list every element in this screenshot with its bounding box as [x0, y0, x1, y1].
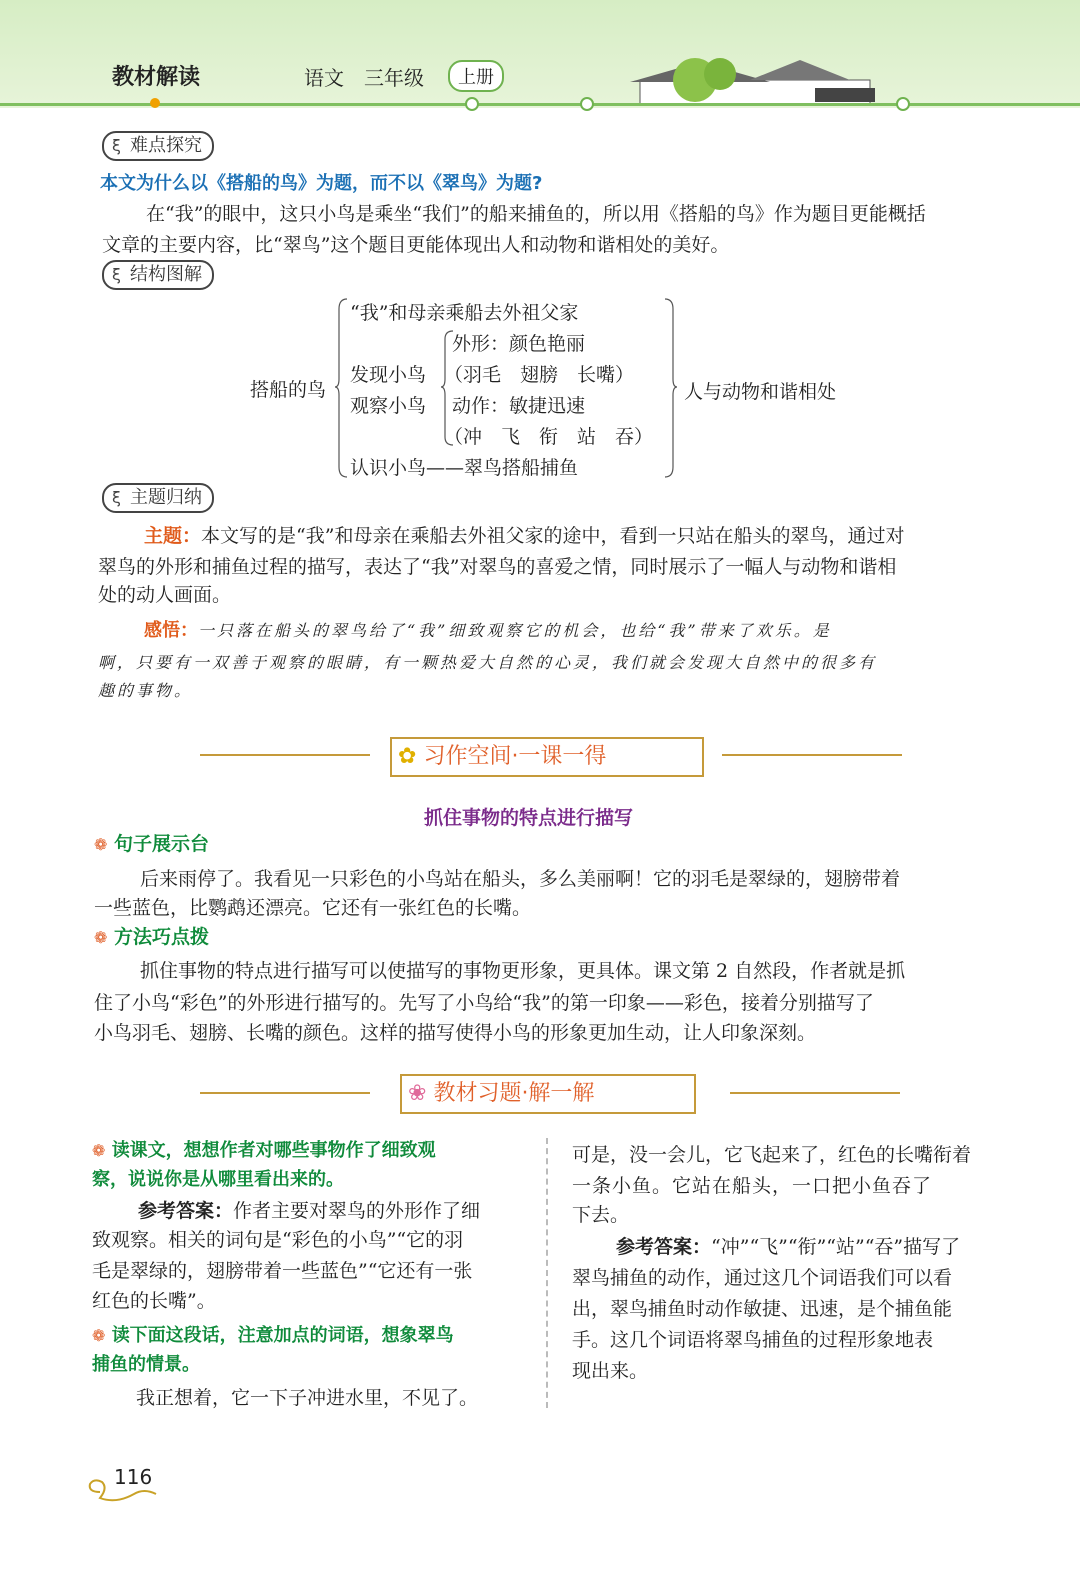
- method-line: 住了小鸟“彩色”的外形进行描写的。先写了小鸟给“我”的第一印象——彩色，接着分别描写了: [94, 992, 874, 1014]
- answer-1-line: 致观察。相关的词句是“彩色的小鸟”“它的羽: [92, 1229, 464, 1251]
- question-text: 读下面这段话，注意加点的词语，想象翠鸟: [111, 1325, 454, 1346]
- answer-2-line: 出，翠鸟捕鱼时动作敏捷、迅速，是个捕鱼能: [572, 1298, 953, 1320]
- theme-line: [144, 521, 904, 552]
- exercise-question-2: [92, 1321, 542, 1379]
- writing-banner: [390, 737, 704, 777]
- theme-tag: [102, 483, 214, 513]
- exercise-question-1: [92, 1136, 542, 1194]
- answer-text: “冲”“飞”“衔”“站”“吞”描写了: [711, 1236, 961, 1258]
- difficulty-question: 本文为什么以《搭船的鸟》为题，而不以《翠鸟》为题?: [100, 173, 543, 194]
- answer-label: 参考答案：: [138, 1200, 234, 1222]
- difficulty-answer-line: 文章的主要内容，比“翠鸟”这个题目更能体现出人和动物和谐相处的美好。: [102, 234, 730, 256]
- insight-line: 啊，只要有一双善于观察的眼睛，有一颗热爱大自然的心灵，我们就会发现大自然中的很多有: [98, 653, 878, 672]
- structure-item: 发现小鸟: [350, 364, 427, 386]
- answer-label: 参考答案：: [616, 1236, 712, 1258]
- banner-rule: [200, 1092, 370, 1094]
- theme-line: 翠鸟的外形和捕鱼过程的描写，表达了“我”对翠鸟的喜爱之情，同时展示了一幅人与动物和谐相: [98, 556, 897, 578]
- header-title-dot: [150, 98, 160, 108]
- header-dot: [465, 97, 479, 111]
- flower-icon: ✿: [398, 744, 417, 769]
- header-volume-badge: 上册: [448, 60, 504, 92]
- structure-tag: [102, 260, 214, 290]
- structure-sub: 外形：颜色艳丽: [452, 333, 586, 355]
- header-title: 教材解读: [112, 65, 201, 90]
- insight-text: 一只落在船头的翠鸟给了“我”细致观察它的机会，也给“我”带来了欢乐。是: [198, 621, 832, 640]
- method-line: 小鸟羽毛、翅膀、长嘴的颜色。这样的描写使得小鸟的形象更加生动，让人印象深刻。: [94, 1022, 817, 1044]
- passage-line: 下去。: [572, 1204, 630, 1226]
- header-grade: 三年级: [364, 66, 424, 90]
- tag-label: 难点探究: [130, 135, 202, 156]
- method-heading: [94, 922, 209, 949]
- header-divider: [0, 103, 1080, 106]
- answer-2-line: 翠鸟捕鱼的动作，通过这几个词语我们可以看: [572, 1267, 953, 1289]
- insight-line: [144, 616, 832, 646]
- structure-conclusion: 人与动物和谐相处: [684, 381, 837, 403]
- difficulty-answer-line: 在“我”的眼中，这只小鸟是乘坐“我们”的船来捕鱼的，所以用《搭船的鸟》作为题目更能概括: [146, 203, 926, 225]
- insight-label: 感悟：: [144, 620, 198, 641]
- tag-swirl-icon: ξ: [112, 136, 121, 155]
- answer-1-line: 红色的长嘴”。: [92, 1290, 216, 1312]
- heading-label: 句子展示台: [114, 833, 210, 855]
- tag-label: 主题归纳: [130, 487, 202, 508]
- method-line: 抓住事物的特点进行描写可以使描写的事物更形象，更具体。课文第 2 自然段，作者就是抓: [140, 960, 906, 982]
- structure-sub: 动作：敏捷迅速: [452, 395, 586, 417]
- answer-2-line: 手。这几个词语将翠鸟捕鱼的过程形象地表: [572, 1329, 934, 1351]
- structure-sub: （羽毛 翅膀 长嘴）: [444, 364, 635, 386]
- page-number: 116: [114, 1465, 153, 1489]
- flower-icon: ❀: [408, 1081, 427, 1106]
- banner-rule: [730, 1092, 900, 1094]
- tag-label: 结构图解: [130, 264, 202, 285]
- header-dot: [580, 97, 594, 111]
- header-subject: 语文: [304, 66, 344, 90]
- answer-1-line: [138, 1196, 480, 1227]
- exercise-banner-label: 教材习题·解一解: [433, 1081, 595, 1106]
- insight-line: 趣的事物。: [98, 681, 194, 700]
- theme-line: 处的动人画面。: [98, 584, 232, 606]
- answer-1-line: 毛是翠绿的，翅膀带着一些蓝色”“它还有一张: [92, 1260, 473, 1282]
- sentence-line: 后来雨停了。我看见一只彩色的小鸟站在船头，多么美丽啊！它的羽毛是翠绿的，翅膀带着: [140, 868, 901, 890]
- banner-rule: [200, 754, 370, 756]
- bullet-flower-icon: ❁: [92, 1141, 106, 1160]
- question-text: 捕鱼的情景。: [92, 1354, 200, 1375]
- question-text: 读课文，想想作者对哪些事物作了细致观: [111, 1140, 436, 1161]
- theme-text: 本文写的是“我”和母亲在乘船去外祖父家的途中，看到一只站在船头的翠鸟，通过对: [201, 525, 905, 547]
- theme-label: 主题：: [144, 525, 202, 547]
- writing-banner-label: 习作空间·一课一得: [423, 744, 607, 769]
- bullet-flower-icon: ❁: [94, 928, 108, 947]
- structure-root: 搭船的鸟: [250, 379, 327, 401]
- answer-text: 作者主要对翠鸟的外形作了细: [233, 1200, 481, 1222]
- house-illustration: [600, 50, 900, 106]
- page-header: [0, 0, 1080, 108]
- passage-line: 一条小鱼。它站在船头，一口把小鱼吞了: [572, 1175, 933, 1197]
- sentence-heading: [94, 829, 209, 856]
- header-dot: [896, 97, 910, 111]
- structure-item: “我”和母亲乘船去外祖父家: [350, 302, 579, 324]
- tag-swirl-icon: ξ: [112, 488, 121, 507]
- passage-line: 我正想着，它一下子冲进水里，不见了。: [136, 1387, 479, 1409]
- bullet-flower-icon: ❁: [94, 835, 108, 854]
- difficulty-tag: [102, 131, 214, 161]
- exercise-banner: [400, 1074, 696, 1114]
- structure-item: 认识小鸟——翠鸟搭船捕鱼: [350, 457, 579, 479]
- structure-item: 观察小鸟: [350, 395, 427, 417]
- question-text: 察，说说你是从哪里看出来的。: [92, 1169, 344, 1190]
- answer-2-line: [616, 1232, 960, 1263]
- structure-sub: （冲 飞 衔 站 吞）: [444, 426, 654, 448]
- column-divider: [546, 1138, 548, 1408]
- writing-subtitle: 抓住事物的特点进行描写: [424, 807, 634, 829]
- banner-rule: [722, 754, 902, 756]
- bullet-flower-icon: ❁: [92, 1326, 106, 1345]
- passage-line: 可是，没一会儿，它飞起来了，红色的长嘴衔着: [572, 1144, 972, 1166]
- sentence-line: 一些蓝色，比鹦鹉还漂亮。它还有一张红色的长嘴。: [94, 897, 532, 919]
- heading-label: 方法巧点拨: [114, 926, 210, 948]
- answer-2-line: 现出来。: [572, 1360, 649, 1382]
- tag-swirl-icon: ξ: [112, 265, 121, 284]
